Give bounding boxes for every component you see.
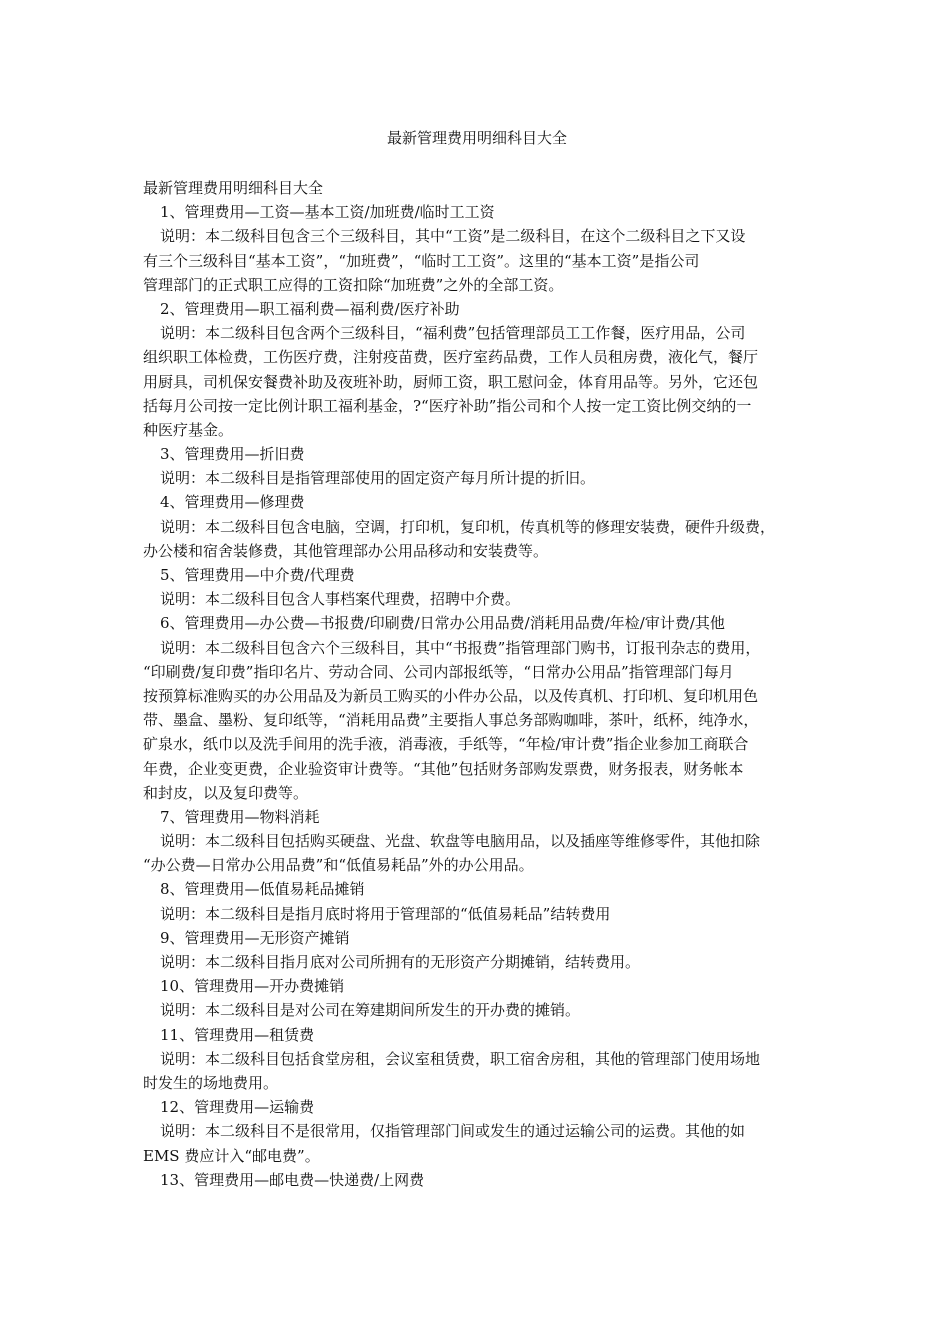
description-continuation: “办公费—日常办公用品费”和“低值易耗品”外的办公用品。 (143, 856, 534, 875)
section-heading: 2、管理费用—职工福利费—福利费/医疗补助 (160, 299, 460, 318)
section-heading: 8、管理费用—低值易耗品摊销 (160, 880, 365, 899)
section-heading: 1、管理费用—工资—基本工资/加班费/临时工工资 (160, 203, 495, 222)
description-continuation: 时发生的场地费用。 (143, 1073, 279, 1092)
section-heading: 10、管理费用—开办费摊销 (160, 977, 345, 996)
description-continuation: 年费，企业变更费，企业验资审计费等。“其他”包括财务部购发票费，财务报表，财务帐本 (143, 759, 744, 778)
description-line: 说明：本二级科目包含人事档案代理费，招聘中介费。 (160, 590, 521, 609)
description-continuation: 种医疗基金。 (143, 420, 234, 439)
section-heading: 6、管理费用—办公费—书报费/印刷费/日常办公用品费/消耗用品费/年检/审计费/其他 (160, 614, 725, 633)
section-heading: 5、管理费用—中介费/代理费 (160, 566, 355, 584)
section-heading: 9、管理费用—无形资产摊销 (160, 928, 350, 947)
description-continuation: 组织职工体检费，工伤医疗费，注射疫苗费，医疗室药品费，工作人员租房费，液化气，餐厅 (143, 348, 759, 367)
section-heading: 12、管理费用—运输费 (160, 1098, 315, 1117)
description-continuation: 带、墨盒、墨粉、复印纸等，“消耗用品费”主要指人事总务部购咖啡，茶叶，纸杯，纯净水， (143, 711, 759, 730)
description-line: 说明：本二级科目包含电脑，空调，打印机，复印机，传真机等的修理安装费，硬件升级费， (160, 517, 776, 536)
description-line: 说明：本二级科目包含两个三级科目，“福利费”包括管理部员工工作餐，医疗用品，公司 (160, 324, 746, 343)
description-line: 说明：本二级科目不是很常用，仅指管理部门间或发生的通过运输公司的运费。其他的如 (160, 1122, 746, 1141)
description-line: 说明：本二级科目指月底对公司所拥有的无形资产分期摊销，结转费用。 (160, 953, 641, 971)
document-title: 最新管理费用明细科目大全 (386, 129, 567, 147)
section-heading: 13、管理费用—邮电费—快递费/上网费 (160, 1170, 425, 1189)
description-line: 说明：本二级科目包括食堂房租，会议室租赁费，职工宿舍房租，其他的管理部门使用场地 (160, 1049, 761, 1068)
description-continuation: 矿泉水，纸巾以及洗手间用的洗手液，消毒液，手纸等，“年检/审计费”指企业参加工商联合 (143, 735, 749, 754)
description-continuation: 用厨具，司机保安餐费补助及夜班补助，厨师工资，职工慰问金，体育用品等。另外，它还包 (143, 372, 759, 391)
description-continuation: 和封皮，以及复印费等。 (143, 783, 309, 802)
description-line: 说明：本二级科目是指月底时将用于管理部的“低值易耗品”结转费用 (160, 904, 611, 923)
description-continuation: 有三个三级科目“基本工资”，“加班费”，“临时工工资”。这里的“基本工资”是指公司 (143, 251, 700, 270)
section-heading: 3、管理费用—折旧费 (160, 445, 305, 464)
document-subtitle: 最新管理费用明细科目大全 (143, 179, 324, 197)
description-continuation: “印刷费/复印费”指印名片、劳动合同、公司内部报纸等，“日常办公用品”指管理部门每月 (143, 662, 734, 681)
section-heading: 11、管理费用—租赁费 (160, 1025, 315, 1044)
description-line: 说明：本二级科目包括购买硬盘、光盘、软盘等电脑用品，以及插座等维修零件，其他扣除 (160, 832, 761, 851)
section-heading: 7、管理费用—物料消耗 (160, 807, 320, 826)
description-line: 说明：本二级科目是对公司在筹建期间所发生的开办费的摊销。 (160, 1001, 581, 1020)
section-heading: 4、管理费用—修理费 (160, 493, 305, 512)
description-continuation: EMS 费应计入“邮电费”。 (143, 1146, 320, 1165)
description-continuation: 括每月公司按一定比例计职工福利基金，?“医疗补助”指公司和个人按一定工资比例交纳的一 (143, 396, 752, 415)
description-continuation: 办公楼和宿舍装修费，其他管理部办公用品移动和安装费等。 (143, 541, 549, 560)
description-continuation: 管理部门的正式职工应得的工资扣除“加班费”之外的全部工资。 (143, 275, 564, 294)
description-line: 说明：本二级科目包含六个三级科目，其中“书报费”指管理部门购书，订报刊杂志的费用， (160, 638, 761, 657)
description-line: 说明：本二级科目包含三个三级科目，其中“工资”是二级科目，在这个二级科目之下又设 (160, 227, 746, 246)
description-line: 说明：本二级科目是指管理部使用的固定资产每月所计提的折旧。 (160, 469, 596, 488)
document-body (143, 176, 811, 1192)
description-continuation: 按预算标准购买的办公用品及为新员工购买的小件办公品，以及传真机、打印机、复印机用色 (143, 686, 759, 705)
